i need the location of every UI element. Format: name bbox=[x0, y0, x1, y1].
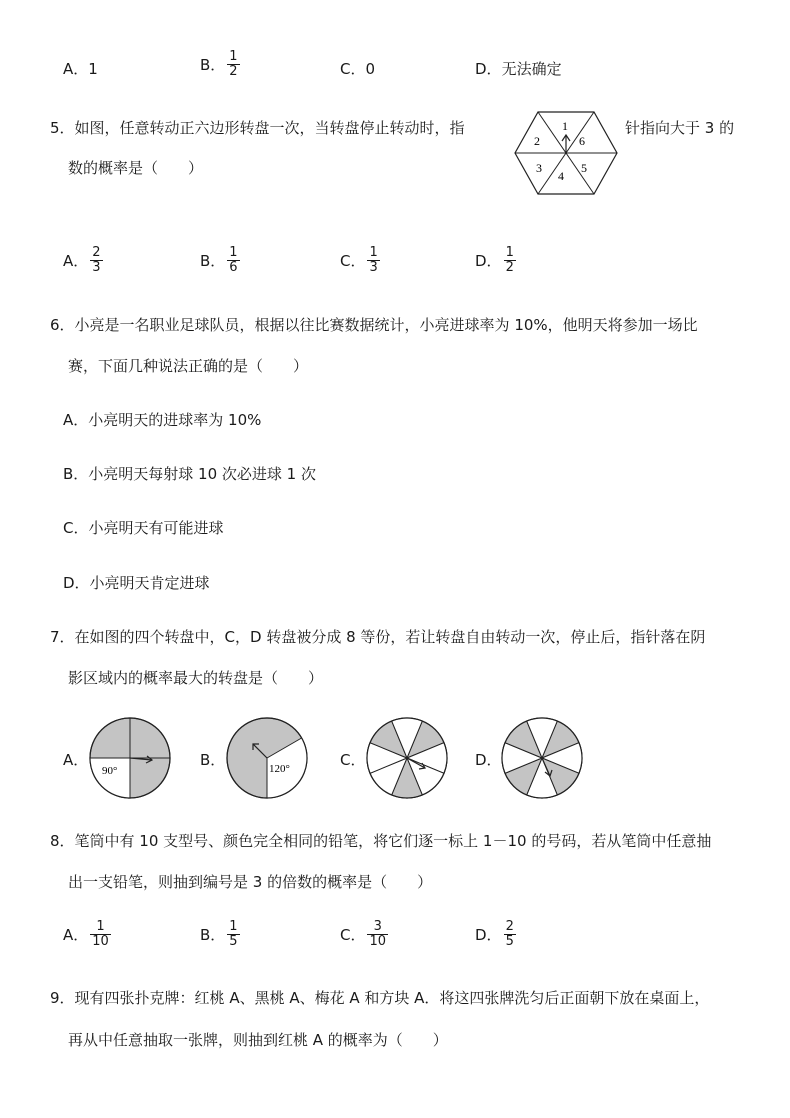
fraction: $\frac{1}{6}$ bbox=[229, 245, 238, 275]
spinner-b bbox=[225, 716, 309, 800]
spinner-a bbox=[88, 716, 172, 800]
q6-stem-line1: 6．小亮是一名职业足球队员，根据以往比赛数据统计，小亮进球率为 10%，他明天将参加一场比 bbox=[50, 316, 698, 334]
q8-option-a: A． $\frac{1}{10}$ bbox=[63, 919, 109, 949]
q8-stem-line1: 8．笔筒中有 10 支型号、颜色完全相同的铅笔，将它们逐一标上 1－10 的号码，若从笔筒中任意抽 bbox=[50, 832, 712, 850]
fraction: $\frac{2}{5}$ bbox=[505, 919, 514, 949]
angle-label: 90° bbox=[102, 765, 118, 777]
q6-stem-line2: 赛，下面几种说法正确的是（ ） bbox=[68, 357, 309, 375]
q4-option-b: B． $\frac{1}{2}$ bbox=[200, 49, 238, 79]
q8-stem-line2: 出一支铅笔，则抽到编号是 3 的倍数的概率是（ ） bbox=[68, 873, 433, 891]
fraction: $\frac{1}{2}$ bbox=[505, 245, 514, 275]
q5-option-c: C． $\frac{1}{3}$ bbox=[340, 245, 378, 275]
fraction: $\frac{1}{10}$ bbox=[92, 919, 109, 949]
q8-option-b: B． $\frac{1}{5}$ bbox=[200, 919, 238, 949]
q4-option-c: C． 0 bbox=[340, 59, 376, 78]
fraction: $\frac{1}{2}$ bbox=[229, 49, 238, 79]
q8-option-c: C． $\frac{3}{10}$ bbox=[340, 919, 387, 949]
spinner-c-label: C． bbox=[340, 751, 366, 769]
sector-label-6: 6 bbox=[579, 134, 585, 148]
q5-stem-line1-right: 针指向大于 3 的 bbox=[625, 119, 735, 137]
spinner-d bbox=[500, 716, 584, 800]
q9-stem-line2: 再从中任意抽取一张牌，则抽到红桃 A 的概率为（ ） bbox=[68, 1031, 448, 1049]
q8-option-d: D． $\frac{2}{5}$ bbox=[475, 919, 514, 949]
q5-option-a: A． $\frac{2}{3}$ bbox=[63, 245, 101, 275]
sector-label-1: 1 bbox=[562, 119, 568, 133]
q4-option-d: D． 无法确定 bbox=[475, 60, 562, 78]
spinner-b-label: B． bbox=[200, 751, 226, 769]
angle-label: 120° bbox=[269, 763, 290, 775]
q7-stem-line2: 影区域内的概率最大的转盘是（ ） bbox=[68, 669, 324, 687]
q7-stem-line1: 7．在如图的四个转盘中，C，D 转盘被分成 8 等份，若让转盘自由转动一次，停止后，指针落在阴 bbox=[50, 628, 706, 646]
fraction: $\frac{2}{3}$ bbox=[92, 245, 101, 275]
q6-option-c: C．小亮明天有可能进球 bbox=[63, 519, 224, 537]
spinner-c bbox=[365, 716, 449, 800]
sector-label-2: 2 bbox=[534, 134, 540, 148]
fraction: $\frac{3}{10}$ bbox=[369, 919, 387, 949]
q4-option-a: A． 1 bbox=[63, 59, 98, 78]
q5-stem-line2: 数的概率是（ ） bbox=[68, 159, 204, 177]
q9-stem-line1: 9．现有四张扑克牌：红桃 A、黑桃 A、梅花 A 和方块 A．将这四张牌洗匀后正面朝下放在桌面上， bbox=[50, 989, 710, 1007]
q6-option-d: D．小亮明天肯定进球 bbox=[63, 574, 210, 592]
sector-label-5: 5 bbox=[581, 161, 587, 175]
sector-label-4: 4 bbox=[558, 169, 564, 183]
q5-option-b: B． $\frac{1}{6}$ bbox=[200, 245, 238, 275]
hexagon-spinner bbox=[512, 110, 620, 196]
fraction: $\frac{1}{3}$ bbox=[369, 245, 378, 275]
q5-stem-line1-left: 5．如图，任意转动正六边形转盘一次，当转盘停止转动时，指 bbox=[50, 119, 465, 137]
fraction: $\frac{1}{5}$ bbox=[229, 919, 238, 949]
q6-option-a: A．小亮明天的进球率为 10% bbox=[63, 411, 262, 429]
q5-option-d: D． $\frac{1}{2}$ bbox=[475, 245, 514, 275]
sector-label-3: 3 bbox=[536, 161, 542, 175]
q6-option-b: B．小亮明天每射球 10 次必进球 1 次 bbox=[63, 465, 316, 483]
spinner-a-label: A． bbox=[63, 751, 89, 769]
spinner-d-label: D． bbox=[475, 751, 502, 769]
